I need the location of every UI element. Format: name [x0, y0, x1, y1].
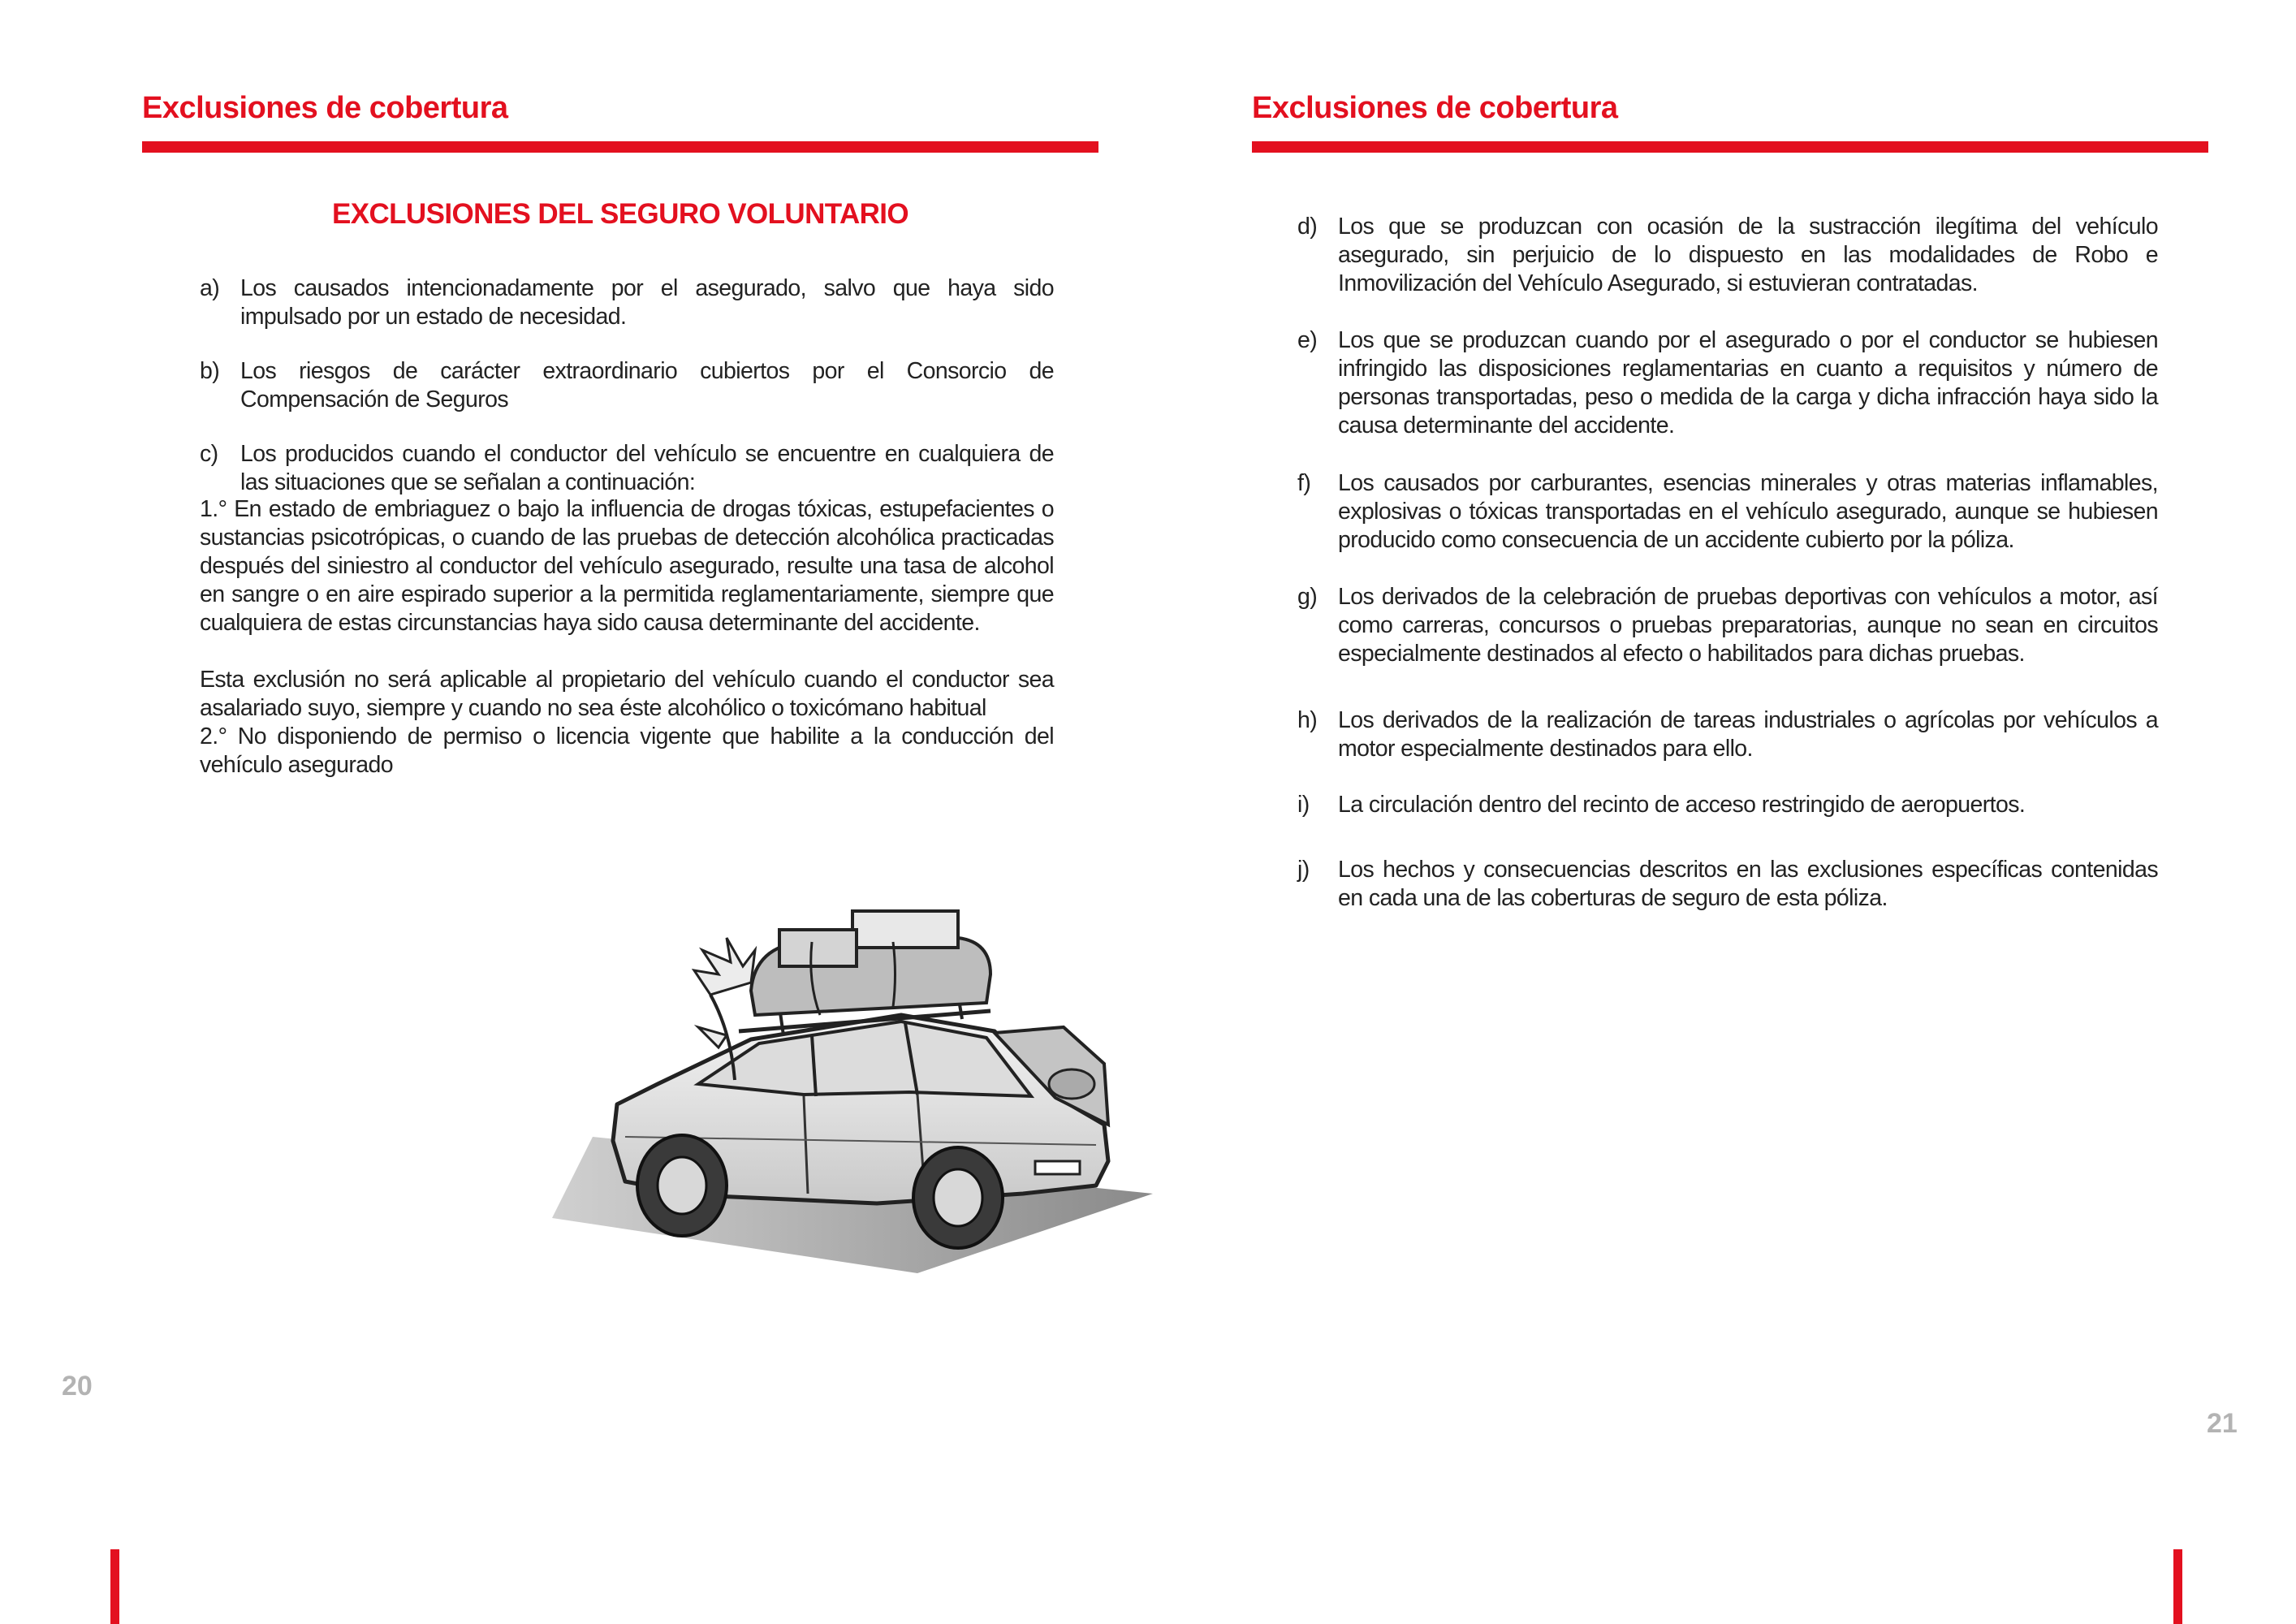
item-text: Los que se produzcan cuando por el asegurado o por el conductor se hubiesen infringido las disposiciones reglamentarias en cuanto a requisitos y número de personas transportadas, peso o medida de la carga y dicha infracción haya sido la causa determinante del accidente. — [1338, 327, 2158, 438]
item-text: Los hechos y consecuencias descritos en las exclusiones específicas contenidas en cada una de las coberturas de seguro de esta póliza. — [1338, 857, 2158, 911]
item-marker: f) — [1297, 470, 1311, 496]
paragraph-condition-1: 1.° En estado de embriaguez o bajo la influencia de drogas tóxicas, estupefacientes o sustancias psicotrópicas, o cuando de las pruebas de detección alcohólica practicadas después del siniestro al conductor del vehículo asegurado, resulte una tasa de alcohol en sangre o en aire espirado superior a la permitida reglamentariamente, siempre que cualquiera de estas circunstancias haya sido causa determinante del accidente. — [200, 496, 1054, 636]
list-item-f — [1297, 469, 2158, 555]
item-text: Los producidos cuando el conductor del vehículo se encuentre en cualquiera de las situaciones que se señalan a continuación: — [240, 441, 1054, 495]
header-rule — [1252, 141, 2208, 153]
item-marker: c) — [200, 441, 218, 467]
paragraph-condition-2: 2.° No disponiendo de permiso o licencia vigente que habilite a la conducción del vehículo asegurado — [200, 723, 1054, 778]
list-item-e — [1297, 326, 2158, 440]
item-text: Los causados intencionadamente por el asegurado, salvo que haya sido impulsado por un estado de necesidad. — [240, 275, 1054, 330]
item-marker: i) — [1297, 792, 1310, 818]
item-marker: e) — [1297, 327, 1318, 353]
edge-bar — [110, 1549, 119, 1624]
item-marker: j) — [1297, 857, 1310, 883]
car-with-roof-luggage-icon — [536, 893, 1153, 1283]
list-item-c — [200, 440, 1054, 497]
item-text: La circulación dentro del recinto de acceso restringido de aeropuertos. — [1338, 792, 2026, 818]
page-header-title: Exclusiones de cobertura — [142, 91, 508, 125]
list-item-a — [200, 274, 1054, 331]
item-text: Los derivados de la realización de tareas industriales o agrícolas por vehículos a motor especialmente destinados para ello. — [1338, 707, 2158, 762]
item-marker: d) — [1297, 214, 1318, 240]
header-rule — [142, 141, 1098, 153]
list-item-b — [200, 357, 1054, 414]
item-marker: g) — [1297, 584, 1318, 610]
section-heading: EXCLUSIONES DEL SEGURO VOLUNTARIO — [331, 198, 909, 230]
list-item-g — [1297, 583, 2158, 668]
list-item-i — [1297, 791, 2158, 819]
item-marker: a) — [200, 275, 220, 301]
right-page — [1148, 0, 2296, 1624]
list-item-h — [1297, 706, 2158, 763]
page-header-title: Exclusiones de cobertura — [1252, 91, 1618, 125]
item-marker: h) — [1297, 707, 1318, 733]
item-text: Los que se produzcan con ocasión de la sustracción ilegítima del vehículo asegurado, sin perjuicio de lo dispuesto en las modalidades de Robo e Inmovilización del Vehículo Asegurado, si estuvieran contratadas. — [1338, 214, 2158, 296]
item-text: Los causados por carburantes, esencias minerales y otras materias inflamables, explosivas o tóxicas transportadas en el vehículo asegurado, aunque se hubiesen producido como consecuencia de un accidente cubierto por la póliza. — [1338, 470, 2158, 553]
edge-bar — [2173, 1549, 2182, 1624]
list-item-j — [1297, 856, 2158, 913]
page-number: 21 — [2207, 1408, 2238, 1439]
page-number: 20 — [62, 1371, 93, 1402]
list-item-d — [1297, 213, 2158, 298]
item-text: Los derivados de la celebración de pruebas deportivas con vehículos a motor, así como carreras, concursos o pruebas preparatorias, aunque no sean en circuitos especialmente destinados al efecto o habilitados para dichas pruebas. — [1338, 584, 2158, 667]
paragraph-exception: Esta exclusión no será aplicable al propietario del vehículo cuando el conductor sea asalariado suyo, siempre y cuando no sea éste alcohólico o toxicómano habitual — [200, 667, 1054, 721]
item-marker: b) — [200, 358, 220, 384]
item-text: Los riesgos de carácter extraordinario cubiertos por el Consorcio de Compensación de Seguros — [240, 358, 1054, 412]
